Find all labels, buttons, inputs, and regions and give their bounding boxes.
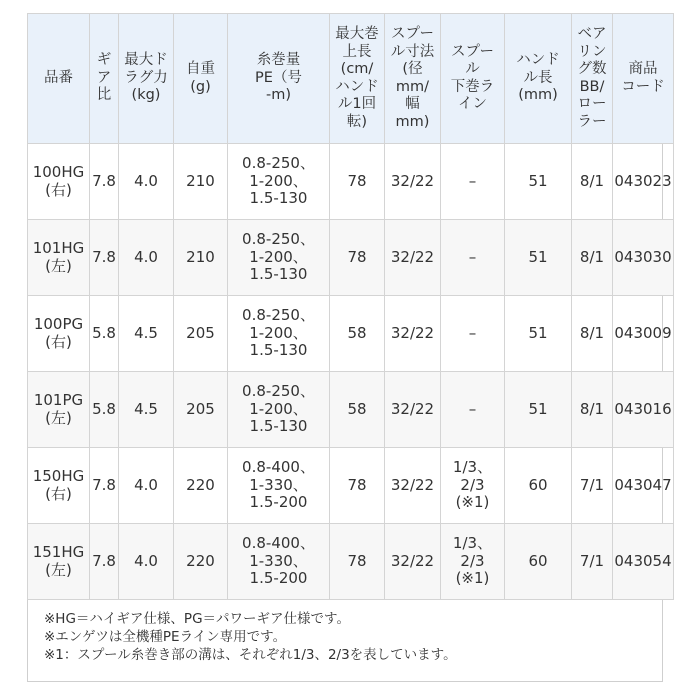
cell-weight: 210: [174, 144, 228, 220]
cell-max-drag: 4.0: [119, 448, 174, 524]
cell-max-drag: 4.5: [119, 296, 174, 372]
table-row: [28, 220, 674, 296]
cell-backing-line: –: [441, 372, 505, 448]
cell-gear-ratio: 7.8: [90, 220, 119, 296]
cell-handle-length: 51: [505, 220, 572, 296]
cell-weight: 220: [174, 448, 228, 524]
footnote-spool-grooves: ※1：スプール糸巻き部の溝は、それぞれ1/3、2/3を表しています。: [44, 647, 457, 663]
header-row: [28, 14, 674, 144]
cell-gear-ratio: 7.8: [90, 144, 119, 220]
header-max-drag: 最大ド ラグ力 (kg): [119, 14, 174, 144]
cell-weight: 220: [174, 524, 228, 600]
cell-retrieve-length: 78: [330, 144, 385, 220]
cell-spool-size: 32/22: [385, 448, 441, 524]
header-weight: 自重 (g): [174, 14, 228, 144]
header-model-number: 品番: [28, 14, 90, 144]
cell-line-capacity: 0.8-250、 1-200、 1.5-130: [228, 372, 330, 448]
cell-retrieve-length: 58: [330, 296, 385, 372]
cell-line-capacity: 0.8-250、 1-200、 1.5-130: [228, 296, 330, 372]
footnote-gear-types: ※HG＝ハイギア仕様、PG＝パワーギア仕様です。: [44, 611, 350, 627]
header-retrieve-length: 最大巻 上長 (cm/ ハンド ル1回 転): [330, 14, 385, 144]
cell-max-drag: 4.0: [119, 220, 174, 296]
cell-handle-length: 60: [505, 524, 572, 600]
cell-backing-line: –: [441, 144, 505, 220]
cell-product-code: 043009: [613, 296, 674, 372]
cell-handle-length: 51: [505, 296, 572, 372]
table-row: [28, 524, 674, 600]
cell-line-capacity: 0.8-250、 1-200、 1.5-130: [228, 144, 330, 220]
cell-backing-line: –: [441, 296, 505, 372]
cell-line-capacity: 0.8-400、 1-330、 1.5-200: [228, 448, 330, 524]
cell-handle-length: 51: [505, 144, 572, 220]
cell-gear-ratio: 7.8: [90, 524, 119, 600]
cell-weight: 205: [174, 296, 228, 372]
header-gear-ratio: ギア 比: [90, 14, 119, 144]
cell-max-drag: 4.0: [119, 524, 174, 600]
table-row: [28, 372, 674, 448]
cell-spool-size: 32/22: [385, 144, 441, 220]
cell-product-code: 043023: [613, 144, 674, 220]
cell-max-drag: 4.0: [119, 144, 174, 220]
cell-model-number: 100HG (右): [28, 144, 90, 220]
cell-gear-ratio: 5.8: [90, 296, 119, 372]
cell-spool-size: 32/22: [385, 524, 441, 600]
cell-product-code: 043054: [613, 524, 674, 600]
cell-spool-size: 32/22: [385, 220, 441, 296]
cell-model-number: 100PG (右): [28, 296, 90, 372]
header-bearings: ベア リン グ数 BB/ ロー ラー: [572, 14, 613, 144]
cell-retrieve-length: 78: [330, 524, 385, 600]
table-row: [28, 296, 674, 372]
cell-retrieve-length: 78: [330, 448, 385, 524]
cell-product-code: 043016: [613, 372, 674, 448]
cell-line-capacity: 0.8-400、 1-330、 1.5-200: [228, 524, 330, 600]
cell-bearings: 8/1: [572, 144, 613, 220]
footnotes: [44, 610, 654, 664]
cell-backing-line: 1/3、 2/3 (※1): [441, 448, 505, 524]
footnote-pe-line: ※エンゲツは全機種PEライン専用です。: [44, 629, 287, 645]
cell-weight: 205: [174, 372, 228, 448]
spec-table: [27, 13, 674, 600]
header-backing-line: スプー ル 下巻ラ イン: [441, 14, 505, 144]
cell-product-code: 043030: [613, 220, 674, 296]
header-spool-size: スプー ル寸法 (径 mm/ 幅 mm): [385, 14, 441, 144]
cell-product-code: 043047: [613, 448, 674, 524]
cell-retrieve-length: 58: [330, 372, 385, 448]
table-row: [28, 448, 674, 524]
cell-gear-ratio: 5.8: [90, 372, 119, 448]
cell-model-number: 101PG (左): [28, 372, 90, 448]
cell-handle-length: 60: [505, 448, 572, 524]
cell-max-drag: 4.5: [119, 372, 174, 448]
cell-bearings: 7/1: [572, 448, 613, 524]
cell-model-number: 150HG (右): [28, 448, 90, 524]
header-handle-length: ハンド ル長 (mm): [505, 14, 572, 144]
header-product-code: 商品 コード: [613, 14, 674, 144]
table-row: [28, 144, 674, 220]
cell-retrieve-length: 78: [330, 220, 385, 296]
cell-gear-ratio: 7.8: [90, 448, 119, 524]
cell-backing-line: –: [441, 220, 505, 296]
cell-handle-length: 51: [505, 372, 572, 448]
cell-bearings: 7/1: [572, 524, 613, 600]
cell-model-number: 101HG (左): [28, 220, 90, 296]
cell-bearings: 8/1: [572, 220, 613, 296]
cell-spool-size: 32/22: [385, 372, 441, 448]
cell-line-capacity: 0.8-250、 1-200、 1.5-130: [228, 220, 330, 296]
cell-backing-line: 1/3、 2/3 (※1): [441, 524, 505, 600]
cell-bearings: 8/1: [572, 372, 613, 448]
header-line-capacity: 糸巻量 PE（号 -m): [228, 14, 330, 144]
cell-model-number: 151HG (左): [28, 524, 90, 600]
cell-weight: 210: [174, 220, 228, 296]
cell-bearings: 8/1: [572, 296, 613, 372]
cell-spool-size: 32/22: [385, 296, 441, 372]
